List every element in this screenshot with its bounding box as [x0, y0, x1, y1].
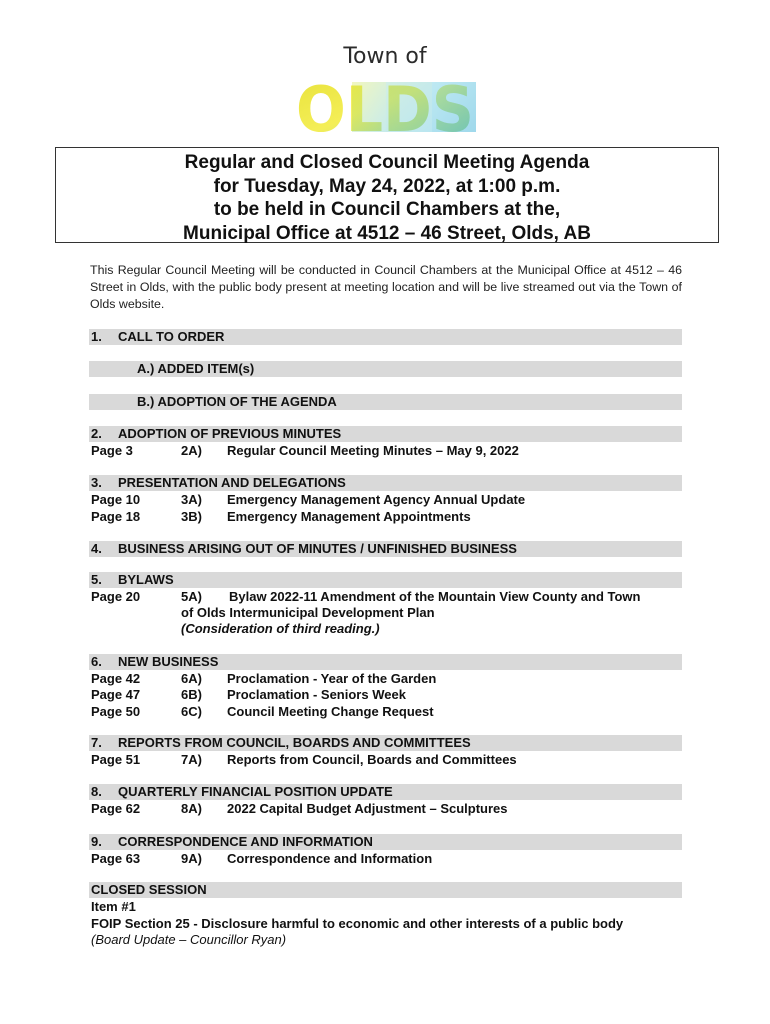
title-line-1: Regular and Closed Council Meeting Agenda: [184, 152, 590, 173]
section-4-heading: [89, 541, 682, 557]
item-description: Reports from Council, Boards and Committees: [227, 752, 517, 767]
section-title: BUSINESS ARISING OUT OF MINUTES / UNFINISHED BUSINESS: [118, 541, 517, 556]
section-5-heading: [89, 572, 682, 588]
closed-item-note: (Board Update – Councillor Ryan): [91, 932, 287, 947]
section-title: CALL TO ORDER: [118, 329, 225, 344]
item-description: Emergency Management Agency Annual Update: [227, 492, 526, 507]
title-line-3: to be held in Council Chambers at the,: [213, 199, 561, 220]
page-ref: Page 47: [91, 687, 141, 702]
item-description: Bylaw 2022-11 Amendment of the Mountain View County and Town: [229, 589, 641, 604]
section-number: 8.: [91, 784, 102, 799]
section-2-heading: [89, 426, 682, 442]
section-7-heading: [89, 735, 682, 751]
logo-main-text: OLDS: [296, 78, 474, 136]
item-note: (Consideration of third reading.): [181, 621, 380, 636]
section-1a-heading: [89, 361, 682, 377]
section-number: 6.: [91, 654, 102, 669]
item-code: 9A): [181, 851, 202, 866]
section-number: 2.: [91, 426, 102, 441]
item-description: Proclamation - Seniors Week: [227, 687, 406, 702]
item-code: 6C): [181, 704, 202, 719]
section-9-heading: [89, 834, 682, 850]
section-number: 9.: [91, 834, 102, 849]
section-title: REPORTS FROM COUNCIL, BOARDS AND COMMITTEES: [118, 735, 471, 750]
subsection-title: B.) ADOPTION OF THE AGENDA: [137, 394, 337, 409]
section-number: 5.: [91, 572, 102, 587]
page-ref: Page 10: [91, 492, 141, 507]
item-code: 3B): [181, 509, 202, 524]
section-number: 4.: [91, 541, 102, 556]
page-ref: Page 20: [91, 589, 141, 604]
section-title: CORRESPONDENCE AND INFORMATION: [118, 834, 373, 849]
page-ref: Page 63: [91, 851, 141, 866]
logo-olds-wordmark: [290, 78, 480, 136]
town-logo: [290, 44, 480, 136]
item-code: 6A): [181, 671, 202, 686]
item-description: Council Meeting Change Request: [227, 704, 434, 719]
section-6-heading: [89, 654, 682, 670]
item-code: 2A): [181, 443, 202, 458]
subsection-title: A.) ADDED ITEM(s): [137, 361, 255, 376]
item-code: 7A): [181, 752, 202, 767]
closed-session-heading: [89, 882, 682, 898]
section-title: QUARTERLY FINANCIAL POSITION UPDATE: [118, 784, 393, 799]
page-ref: Page 50: [91, 704, 141, 719]
item-description: Proclamation - Year of the Garden: [227, 671, 437, 686]
section-8-heading: [89, 784, 682, 800]
section-number: 7.: [91, 735, 102, 750]
section-1-heading: [89, 329, 682, 345]
agenda-title-box: [55, 147, 719, 243]
section-title: CLOSED SESSION: [91, 882, 207, 897]
page-ref: Page 3: [91, 443, 133, 458]
section-number: 1.: [91, 329, 102, 344]
section-title: PRESENTATION AND DELEGATIONS: [118, 475, 346, 490]
page-ref: Page 42: [91, 671, 141, 686]
logo-town-of-text: Town of: [343, 44, 427, 69]
page-ref: Page 51: [91, 752, 141, 767]
section-3-heading: [89, 475, 682, 491]
item-code: 6B): [181, 687, 202, 702]
section-1b-heading: [89, 394, 682, 410]
item-description: Regular Council Meeting Minutes – May 9, 2022: [227, 443, 519, 458]
section-number: 3.: [91, 475, 102, 490]
intro-paragraph: This Regular Council Meeting will be conducted in Council Chambers at the Municipal Office at 4512 – 46 Street in Olds, with the public body present at meeting location and will be live streamed out via the Town of Olds website.: [90, 263, 682, 311]
closed-item-number: Item #1: [91, 899, 136, 914]
section-title: ADOPTION OF PREVIOUS MINUTES: [118, 426, 342, 441]
item-description: Emergency Management Appointments: [227, 509, 471, 524]
title-line-4: Municipal Office at 4512 – 46 Street, Olds, AB: [183, 222, 591, 244]
item-description-continued: of Olds Intermunicipal Development Plan: [181, 605, 435, 620]
closed-item-foip: FOIP Section 25 - Disclosure harmful to economic and other interests of a public body: [91, 916, 624, 931]
item-code: 8A): [181, 801, 202, 816]
item-code: 5A): [181, 589, 202, 604]
item-code: 3A): [181, 492, 202, 507]
page-ref: Page 62: [91, 801, 141, 816]
item-description: 2022 Capital Budget Adjustment – Sculptures: [227, 801, 508, 816]
section-title: NEW BUSINESS: [118, 654, 219, 669]
title-line-2: for Tuesday, May 24, 2022, at 1:00 p.m.: [213, 175, 561, 197]
section-title: BYLAWS: [118, 572, 174, 587]
item-description: Correspondence and Information: [227, 851, 433, 866]
page-ref: Page 18: [91, 509, 141, 524]
